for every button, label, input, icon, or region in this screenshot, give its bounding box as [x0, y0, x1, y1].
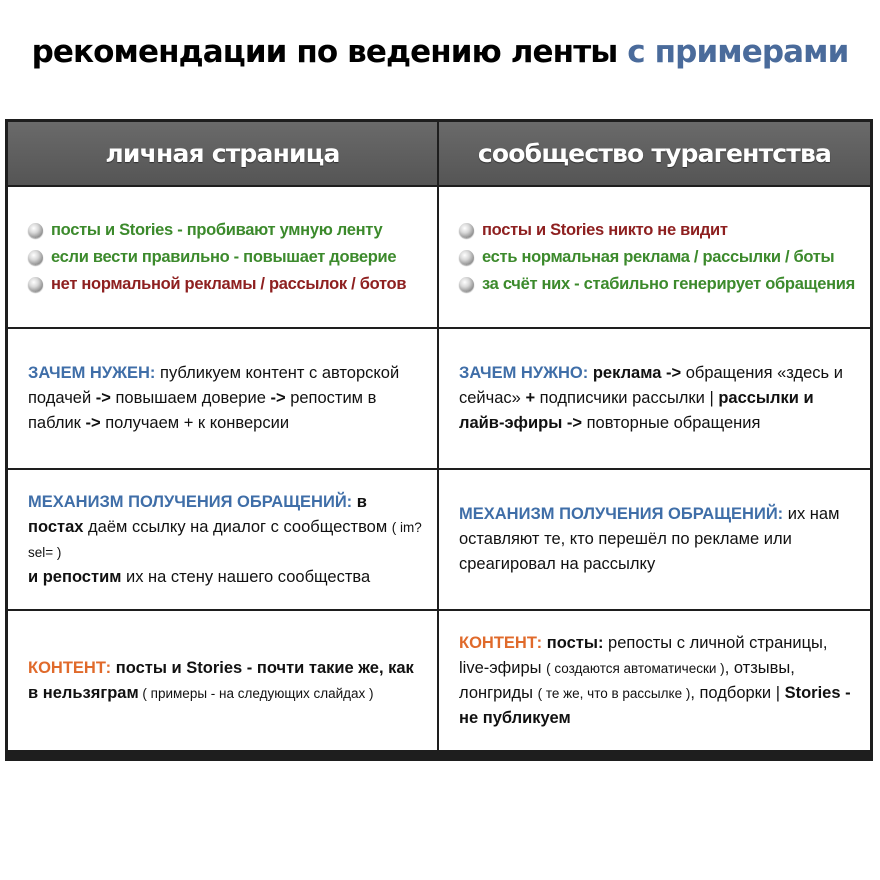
text-segment: репосты с личной страницы, live-эфиры: [459, 633, 828, 677]
bullet-text: нет нормальной рекламы / рассылок / ботов: [51, 274, 407, 293]
arrow: ->: [270, 389, 286, 407]
bullet-icon: [28, 223, 43, 238]
mechanism-label: МЕХАНИЗМ ПОЛУЧЕНИЯ ОБРАЩЕНИЙ:: [459, 505, 784, 523]
purpose-text: [459, 361, 856, 436]
bold-segment: Stories - не публикуем: [459, 683, 851, 727]
bullet-icon: [28, 250, 43, 265]
text-segment: , отзывы, лонгриды: [459, 658, 795, 702]
small-note: ( те же, что в рассылке ): [537, 685, 691, 701]
purpose-label: ЗАЧЕМ НУЖНО:: [459, 364, 589, 382]
content-text: [459, 631, 856, 731]
arrow: ->: [85, 414, 101, 432]
text-segment: репостим в паблик: [28, 389, 377, 432]
bullet-icon: [28, 277, 43, 292]
text-segment: , подборки |: [690, 683, 785, 702]
bold-segment: в постах: [28, 492, 367, 536]
purpose-label: ЗАЧЕМ НУЖЕН:: [28, 364, 156, 382]
header-personal-page: личная страница: [8, 122, 439, 185]
content-community: [439, 609, 870, 750]
arrow: ->: [95, 389, 111, 407]
pros-cons-community: [439, 185, 870, 327]
text-segment: подписчики рассылки |: [535, 389, 719, 407]
title-accent: с примерами: [627, 34, 849, 70]
text-segment: даём ссылку на диалог с сообществом: [83, 517, 392, 536]
bold-segment: посты и Stories - почти такие же, как в нельзяграм: [28, 658, 414, 702]
content-label: КОНТЕНТ:: [459, 633, 543, 652]
bullet-item: [459, 217, 856, 244]
bold-segment: +: [525, 389, 536, 407]
text-segment: публикуем контент с авторской подачей: [28, 364, 400, 407]
purpose-personal: [8, 327, 439, 468]
bullet-item: [28, 244, 423, 271]
mechanism-community: [439, 468, 870, 609]
bullet-text: за счёт них - стабильно генерирует обращения: [482, 274, 855, 293]
comparison-table: [5, 119, 873, 761]
bullet-item: [459, 244, 856, 271]
bullet-text: посты и Stories никто не видит: [482, 220, 728, 239]
content-label: КОНТЕНТ:: [28, 658, 112, 677]
bullet-item: [28, 271, 423, 298]
purpose-text: [28, 361, 423, 436]
bullet-icon: [459, 277, 474, 292]
bold-segment: реклама ->: [588, 364, 682, 382]
text-segment: получаем + к конверсии: [100, 414, 290, 432]
title-main: рекомендации по ведению ленты: [31, 34, 628, 70]
bullet-icon: [459, 250, 474, 265]
content-text: [28, 656, 423, 706]
content-personal: [8, 609, 439, 750]
bullet-item: [28, 217, 423, 244]
purpose-community: [439, 327, 870, 468]
small-note: ( примеры - на следующих слайдах ): [138, 685, 374, 701]
bullet-icon: [459, 223, 474, 238]
text-segment: повышаем доверие: [110, 389, 271, 407]
small-note: ( создаются автоматически ): [546, 660, 725, 676]
bold-segment: и репостим: [28, 567, 122, 586]
mechanism-personal: [8, 468, 439, 609]
bullet-item: [459, 271, 856, 298]
pros-cons-personal: [8, 185, 439, 327]
text-segment: повторные обращения: [582, 414, 761, 432]
mechanism-label: МЕХАНИЗМ ПОЛУЧЕНИЯ ОБРАЩЕНИЙ:: [28, 492, 353, 511]
bold-segment: посты:: [542, 633, 604, 652]
bullet-text: посты и Stories - пробивают умную ленту: [51, 220, 383, 239]
text-segment: их нам оставляют те, кто перешёл по рекламе или среагировал на рассылку: [459, 505, 840, 573]
bullet-text: если вести правильно - повышает доверие: [51, 247, 397, 266]
bold-segment: рассылки и лайв-эфиры ->: [459, 389, 814, 432]
bullet-text: есть нормальная реклама / рассылки / боты: [482, 247, 835, 266]
text-segment: их на стену нашего сообщества: [121, 567, 371, 586]
mechanism-text: [28, 490, 423, 590]
mechanism-text: [459, 502, 856, 577]
small-note: ( im?sel= ): [28, 519, 422, 560]
text-segment: обращения «здесь и сейчас»: [459, 364, 843, 407]
header-agency-community: сообщество турагентства: [439, 122, 870, 185]
page-title: [0, 34, 880, 70]
